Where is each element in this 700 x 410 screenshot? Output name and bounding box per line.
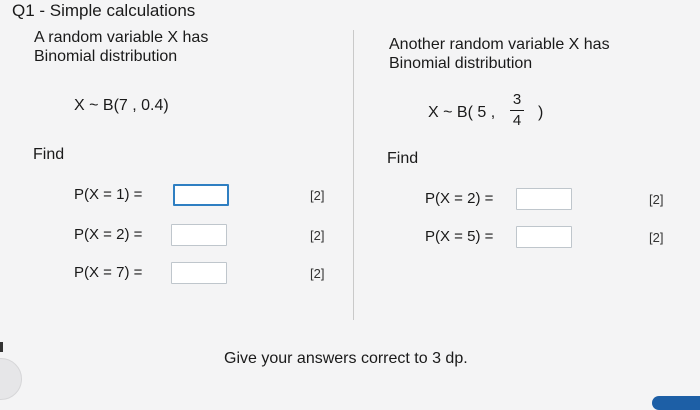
fraction-numerator: 3 (512, 91, 522, 108)
right-find-label: Find (387, 150, 419, 167)
answer-precision-note: Give your answers correct to 3 dp. (224, 350, 468, 367)
column-divider (353, 30, 354, 320)
fraction-denominator: 4 (512, 112, 522, 129)
answer-input-right-1[interactable] (516, 188, 572, 210)
marks-left-1: [2] (310, 188, 325, 203)
left-intro-line-1: A random variable X has (34, 29, 209, 46)
right-intro-line-2: Binomial distribution (389, 55, 533, 72)
left-find-label: Find (33, 146, 65, 163)
left-intro-line-2: Binomial distribution (34, 48, 178, 65)
right-distribution-fraction (510, 91, 524, 130)
answer-input-left-1[interactable] (173, 184, 229, 206)
left-prob-label-3: P(X = 7) = (74, 264, 143, 281)
scroll-handle[interactable] (0, 358, 22, 400)
right-distribution-prefix: X ~ B( 5 , (428, 104, 496, 121)
left-prob-label-1: P(X = 1) = (74, 186, 143, 203)
marks-right-1: [2] (649, 192, 664, 207)
right-intro-line-1: Another random variable X has (389, 36, 610, 53)
marks-right-2: [2] (649, 230, 664, 245)
answer-input-left-3[interactable] (171, 262, 227, 284)
answer-input-right-2[interactable] (516, 226, 572, 248)
next-button[interactable] (652, 396, 700, 410)
marks-left-2: [2] (310, 228, 325, 243)
answer-input-left-2[interactable] (171, 224, 227, 246)
question-title: Q1 - Simple calculations (12, 1, 196, 20)
left-distribution: X ~ B(7 , 0.4) (74, 97, 169, 114)
right-prob-label-2: P(X = 5) = (425, 228, 494, 245)
right-prob-label-1: P(X = 2) = (425, 190, 494, 207)
left-edge-marker (0, 342, 3, 352)
right-distribution-suffix: ) (538, 104, 544, 121)
left-prob-label-2: P(X = 2) = (74, 226, 143, 243)
marks-left-3: [2] (310, 266, 325, 281)
fraction-bar (510, 110, 524, 111)
